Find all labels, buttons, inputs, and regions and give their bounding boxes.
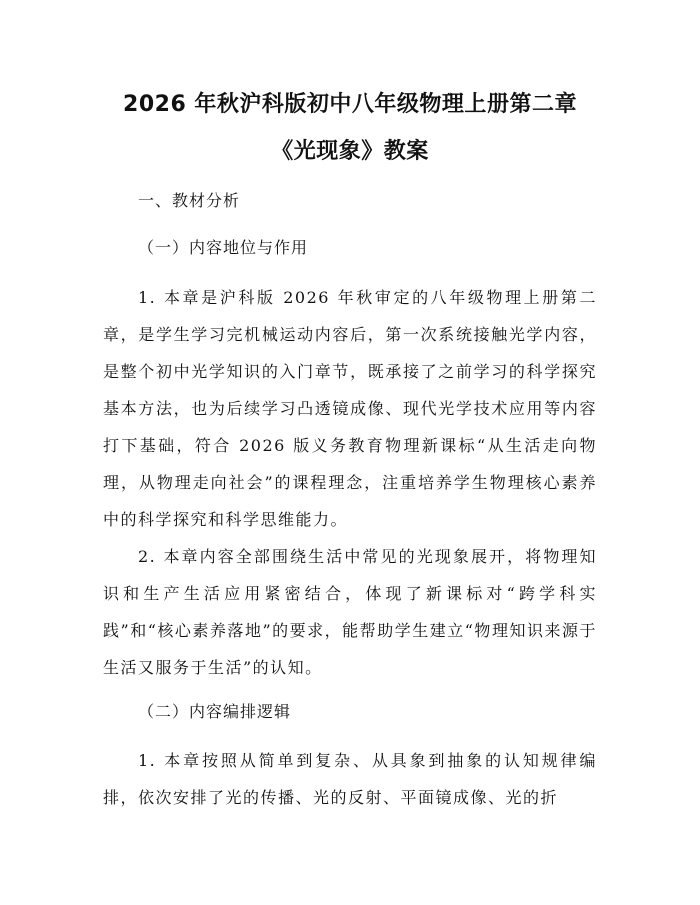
document-title-line-1: 2026 年秋沪科版初中八年级物理上册第二章 xyxy=(123,92,577,117)
section-heading-teaching-material-analysis: 一、教材分析 xyxy=(138,191,241,210)
document-title-line-2: 《光现象》教案 xyxy=(271,139,429,164)
paragraph-1: 1. 本章是沪科版 2026 年秋审定的八年级物理上册第二章，是学生学习完机械运动内容后，第一次系统接触光学内容，是整个初中光学知识的入门章节，既承接了之前学习的科学探究基本方法，也为后续学习凸透镜成像、现代光学技术应用等内容打下基础，符合 2026 版义务教育物理新课标“从生活走向物理，从物理走向社会”的课程理念，注重培养学生物理核心素养中的科学探究和科学思维能力。 xyxy=(103,288,597,529)
subsection-heading-content-position: （一）内容地位与作用 xyxy=(138,238,309,257)
paragraph-3: 1. 本章按照从简单到复杂、从具象到抽象的认知规律编排，依次安排了光的传播、光的反射、平面镜成像、光的折 xyxy=(103,751,597,807)
subsection-heading-content-arrangement: （二）内容编排逻辑 xyxy=(138,702,292,721)
paragraph-2: 2. 本章内容全部围绕生活中常见的光现象展开，将物理知识和生产生活应用紧密结合，体现了新课标对“跨学科实践”和“核心素养落地”的要求，能帮助学生建立“物理知识来源于生活又服务于生活”的认知。 xyxy=(103,547,597,677)
